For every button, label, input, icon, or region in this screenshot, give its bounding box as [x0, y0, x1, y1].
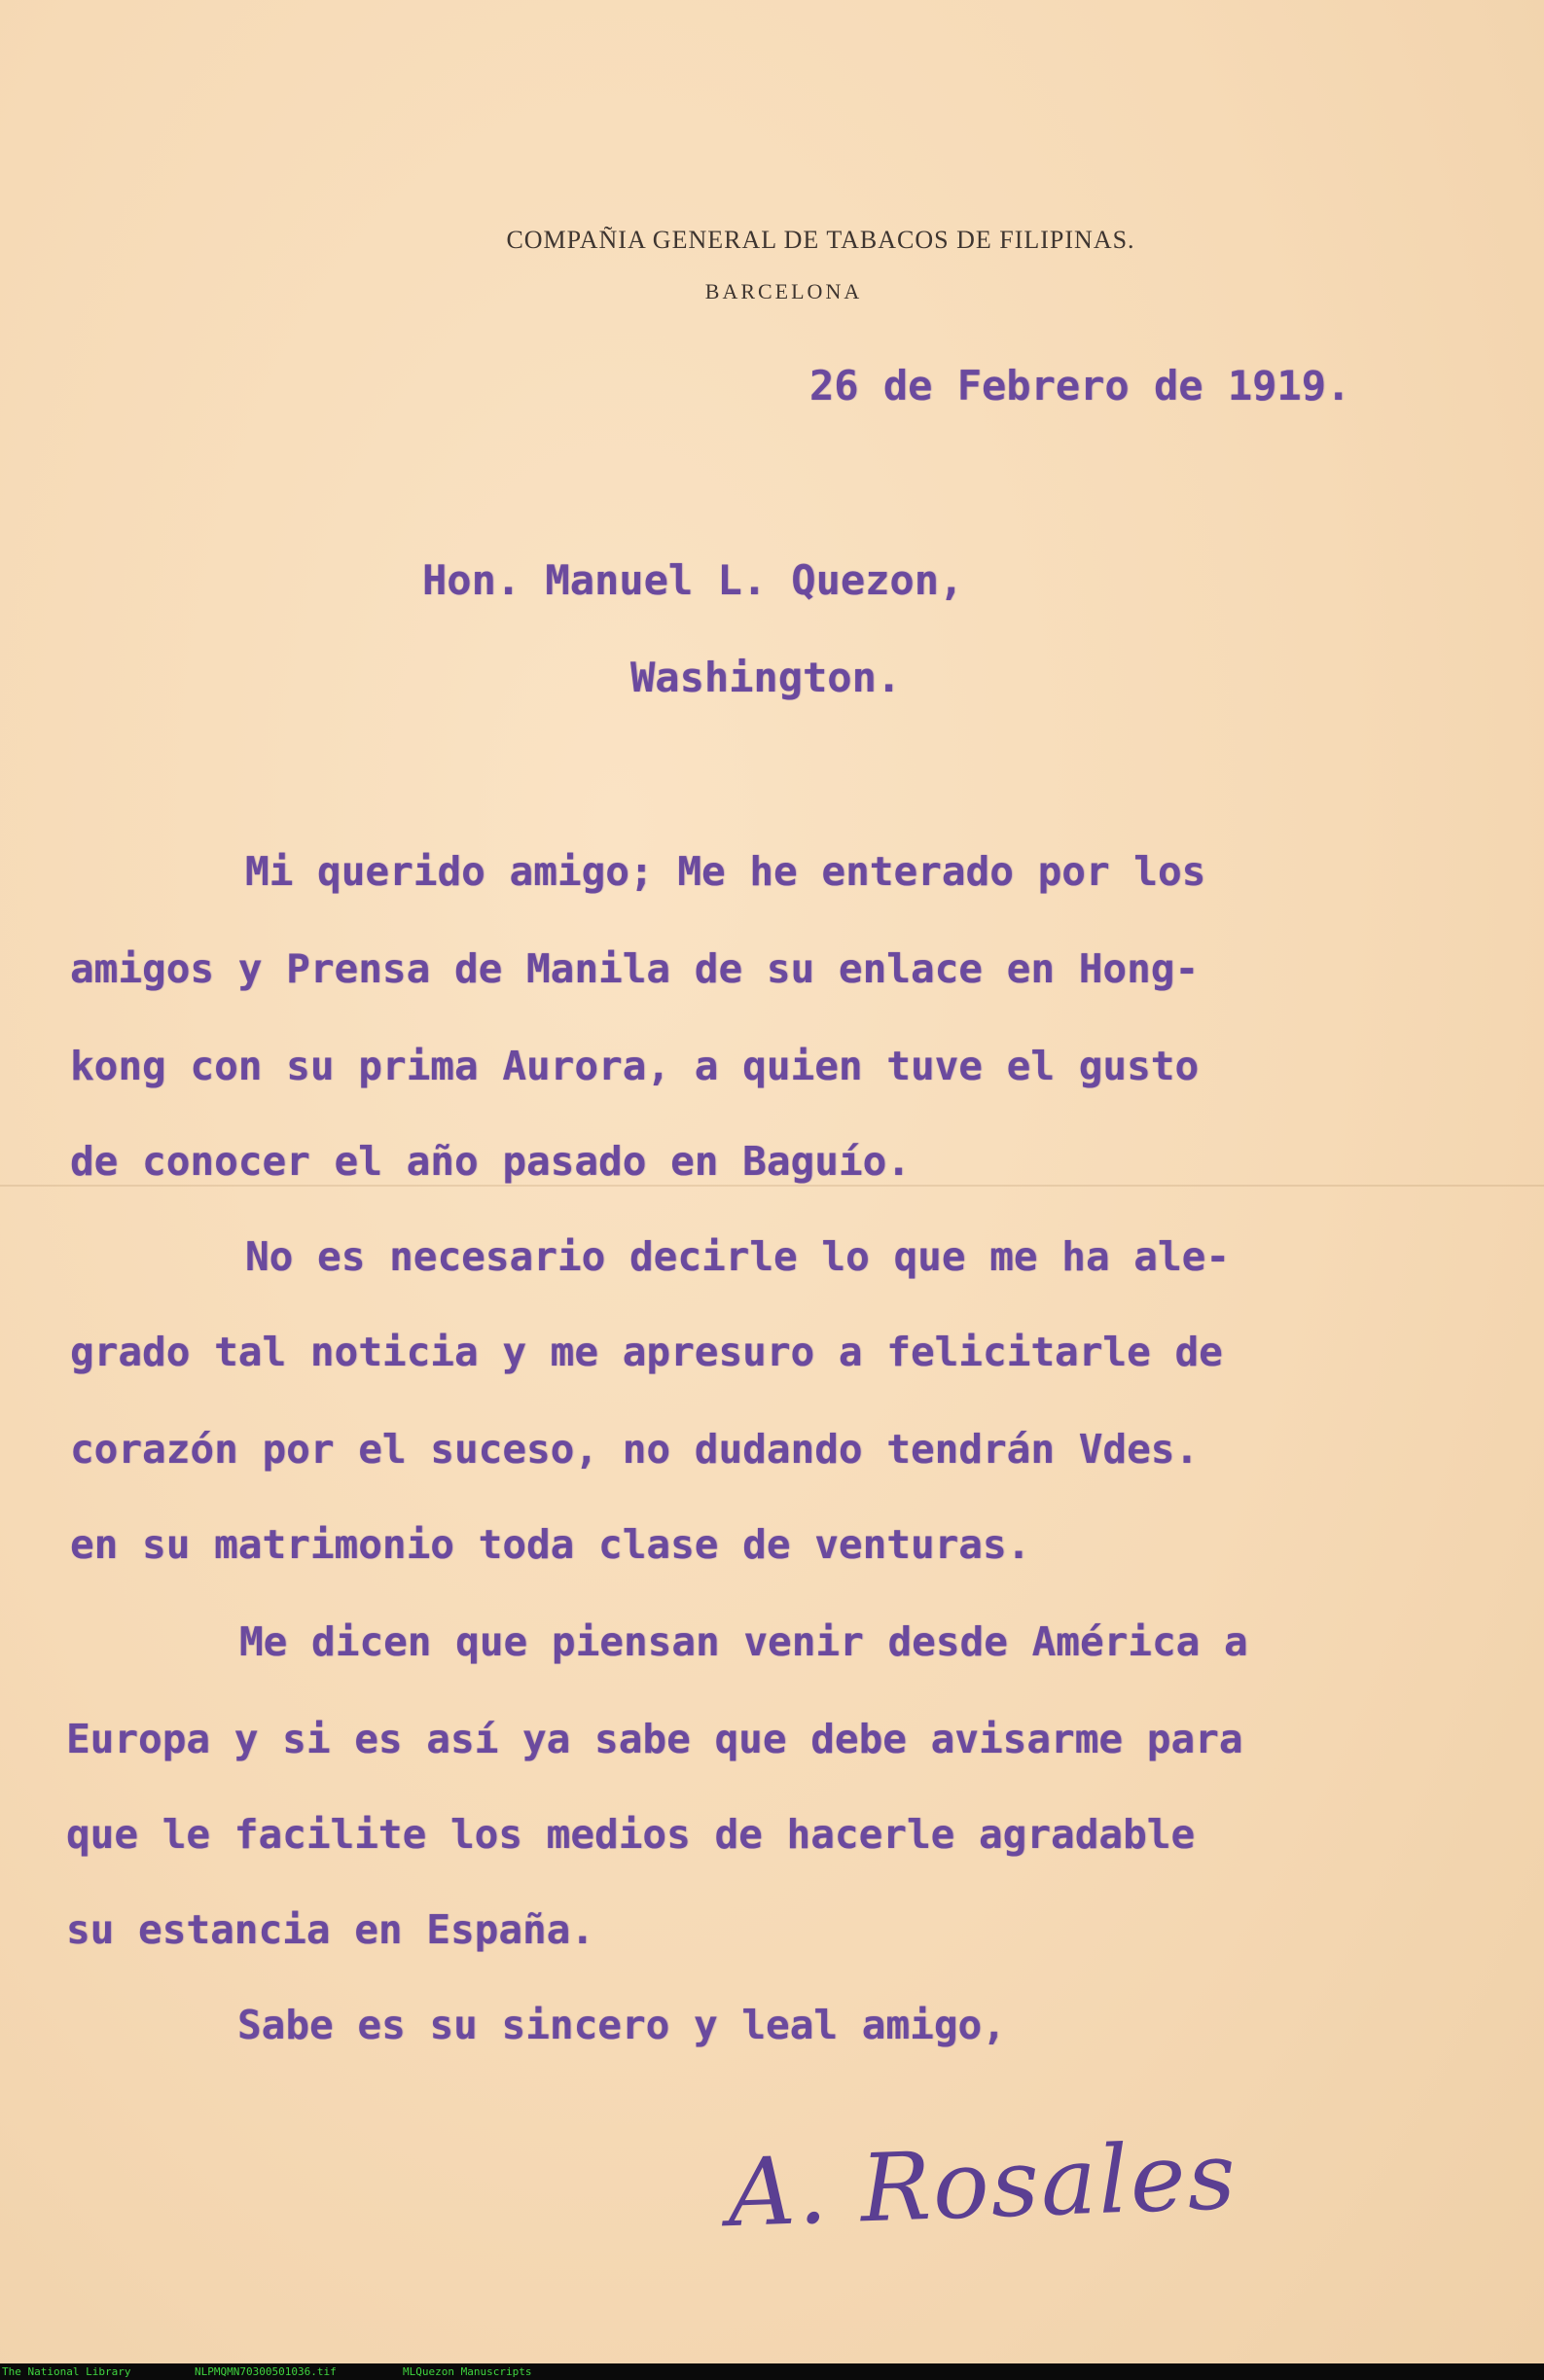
- body-line: No es necesario decirle lo que me ha ale-: [245, 1233, 1231, 1280]
- body-line: Mi querido amigo; Me he enterado por los: [245, 848, 1206, 895]
- body-line: que le facilite los medios de hacerle agradable: [66, 1811, 1196, 1858]
- letterhead-city: BARCELONA: [704, 279, 863, 303]
- body-line: kong con su prima Aurora, a quien tuve el gusto: [70, 1043, 1200, 1089]
- paper-fold-line: [0, 1185, 1544, 1187]
- handwritten-signature: A. Rosales: [726, 2120, 1239, 2249]
- body-line: Europa y si es así ya sabe que debe avisarme para: [66, 1716, 1243, 1762]
- addressee-place: Washington.: [630, 654, 902, 701]
- body-line: de conocer el año pasado en Baguío.: [70, 1138, 911, 1185]
- body-line: corazón por el suceso, no dudando tendrán Vdes.: [70, 1426, 1200, 1473]
- footer-filename: NLPMQMN70300501036.tif: [195, 2365, 337, 2378]
- footer-library: The National Library: [2, 2365, 131, 2378]
- body-line: amigos y Prensa de Manila de su enlace en Hong-: [70, 945, 1200, 992]
- body-line: Me dicen que piensan venir desde América a: [239, 1618, 1248, 1665]
- body-line: grado tal noticia y me apresuro a felicitarle de: [70, 1329, 1223, 1375]
- letterhead-company: COMPAÑIA GENERAL DE TABACOS DE FILIPINAS.: [506, 226, 1135, 254]
- footer-collection: MLQuezon Manuscripts: [403, 2365, 532, 2378]
- body-line: su estancia en España.: [66, 1906, 595, 1953]
- closing-line: Sabe es su sincero y leal amigo,: [237, 2002, 1006, 2048]
- addressee-name: Hon. Manuel L. Quezon,: [422, 556, 964, 604]
- body-line: en su matrimonio toda clase de venturas.: [70, 1521, 1031, 1568]
- letter-date: 26 de Febrero de 1919.: [809, 362, 1351, 409]
- scan-footer-bar: [0, 2363, 1544, 2380]
